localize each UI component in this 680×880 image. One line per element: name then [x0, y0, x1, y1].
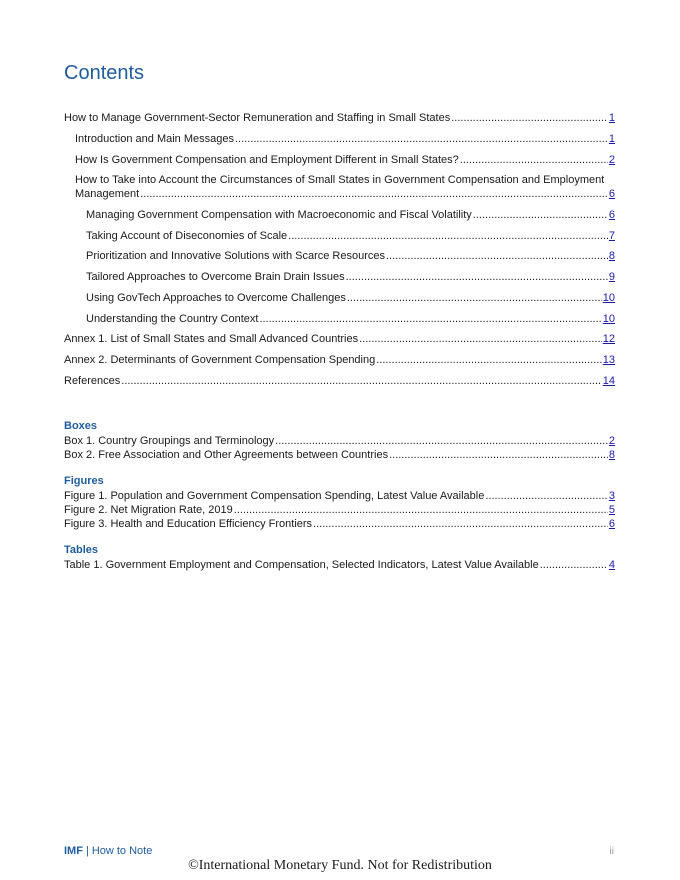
- toc-page-link[interactable]: 1: [608, 112, 615, 124]
- toc-page-link[interactable]: 2: [608, 153, 615, 166]
- list-item-title: Box 1. Country Groupings and Terminology: [64, 434, 275, 447]
- toc-page-link[interactable]: 9: [608, 271, 615, 284]
- dot-leader: [389, 448, 608, 462]
- dot-leader: [121, 375, 601, 389]
- toc-entry[interactable]: [64, 133, 615, 147]
- toc-entry-title: Prioritization and Innovative Solutions with Scarce Resources: [86, 250, 385, 263]
- dot-leader: [347, 292, 602, 306]
- dot-leader: [275, 434, 608, 448]
- dot-leader: [359, 333, 602, 347]
- toc-entry[interactable]: [64, 174, 615, 201]
- list-page-link[interactable]: 2: [608, 434, 615, 447]
- toc-entry[interactable]: [64, 209, 615, 223]
- tables-heading: Tables: [64, 544, 99, 556]
- toc-entry-title: Using GovTech Approaches to Overcome Challenges: [86, 291, 346, 304]
- dot-leader: [386, 250, 608, 264]
- toc-page-link[interactable]: 10: [602, 291, 615, 304]
- footer-separator: |: [85, 845, 89, 857]
- list-page-link[interactable]: 5: [608, 504, 615, 516]
- dot-leader: [235, 133, 608, 147]
- dot-leader: [288, 230, 608, 244]
- list-item[interactable]: [64, 558, 615, 572]
- list-item-title: Table 1. Government Employment and Compensation, Selected Indicators, Latest Value Available: [64, 558, 539, 571]
- toc-page-link[interactable]: 6: [608, 208, 615, 221]
- list-item[interactable]: [64, 434, 615, 448]
- footer-org: IMF: [64, 845, 83, 857]
- list-page-link[interactable]: 4: [608, 558, 615, 571]
- copyright-notice: ©International Monetary Fund. Not for Redistribution: [188, 858, 492, 873]
- list-item[interactable]: [64, 448, 615, 462]
- toc-entry-title-line1: How to Take into Account the Circumstances of Small States in Government Compensation and Employment: [75, 174, 605, 187]
- toc-entry-title: Understanding the Country Context: [86, 312, 259, 325]
- dot-leader: [346, 271, 608, 285]
- toc-page-link[interactable]: 12: [602, 333, 615, 346]
- list-page-link[interactable]: 3: [608, 489, 615, 502]
- toc-page-link[interactable]: 13: [602, 354, 615, 367]
- boxes-heading: Boxes: [64, 420, 98, 432]
- list-page-link[interactable]: 6: [608, 518, 615, 531]
- dot-leader: [313, 517, 608, 531]
- toc-entry[interactable]: [64, 375, 615, 389]
- toc-entry[interactable]: [64, 313, 615, 327]
- toc-entry[interactable]: [64, 112, 615, 126]
- dot-leader: [460, 154, 608, 168]
- dot-leader: [485, 489, 608, 503]
- toc-page-link[interactable]: 1: [608, 132, 615, 145]
- figures-section: [64, 475, 615, 532]
- dot-leader: [234, 503, 608, 517]
- list-item[interactable]: [64, 489, 615, 503]
- toc-entry[interactable]: [64, 250, 615, 264]
- list-page-link[interactable]: 8: [608, 449, 615, 461]
- footer-branding: [64, 845, 152, 857]
- toc-page-link[interactable]: 7: [608, 229, 615, 242]
- dot-leader: [451, 112, 608, 126]
- toc-page-link[interactable]: 8: [608, 250, 615, 263]
- toc-entry[interactable]: [64, 154, 615, 168]
- toc-entry-title: Introduction and Main Messages: [75, 132, 234, 145]
- toc-entry[interactable]: [64, 271, 615, 285]
- table-of-contents: [64, 112, 615, 396]
- dot-leader: [376, 354, 602, 368]
- list-item[interactable]: [64, 503, 615, 517]
- toc-entry[interactable]: [64, 354, 615, 368]
- dot-leader: [140, 188, 608, 202]
- toc-entry-title: How Is Government Compensation and Employment Different in Small States?: [75, 153, 459, 166]
- toc-entry-title: Managing Government Compensation with Macroeconomic and Fiscal Volatility: [86, 208, 472, 221]
- toc-entry[interactable]: [64, 230, 615, 244]
- toc-page-link[interactable]: 14: [602, 374, 615, 387]
- footer-page-number: ii: [609, 846, 614, 857]
- page-title: Contents: [64, 62, 145, 84]
- toc-page-link[interactable]: 10: [602, 312, 615, 325]
- dot-leader: [540, 558, 608, 572]
- toc-entry-title: Taking Account of Diseconomies of Scale: [86, 229, 288, 242]
- toc-page-link[interactable]: 6: [608, 187, 615, 200]
- list-item-title: Figure 3. Health and Education Efficiency Frontiers: [64, 518, 313, 531]
- list-item[interactable]: [64, 517, 615, 531]
- list-item-title: Figure 2. Net Migration Rate, 2019: [64, 504, 233, 516]
- toc-entry[interactable]: [64, 292, 615, 306]
- toc-entry-title: Annex 1. List of Small States and Small Advanced Countries: [64, 333, 359, 346]
- footer-series: How to Note: [91, 845, 153, 857]
- tables-section: [64, 544, 615, 572]
- dot-leader: [473, 209, 608, 223]
- toc-entry-title: Tailored Approaches to Overcome Brain Drain Issues: [86, 271, 345, 284]
- list-item-title: Figure 1. Population and Government Compensation Spending, Latest Value Available: [64, 489, 485, 502]
- toc-entry-title: References: [64, 374, 121, 387]
- toc-entry-title: Annex 2. Determinants of Government Compensation Spending: [64, 354, 376, 367]
- boxes-section: [64, 420, 615, 462]
- dot-leader: [259, 313, 601, 327]
- figures-heading: Figures: [64, 475, 104, 487]
- toc-entry[interactable]: [64, 333, 615, 347]
- toc-entry-title: How to Manage Government-Sector Remuneration and Staffing in Small States: [64, 112, 451, 124]
- toc-entry-title: Management: [75, 187, 140, 200]
- list-item-title: Box 2. Free Association and Other Agreements between Countries: [64, 449, 389, 461]
